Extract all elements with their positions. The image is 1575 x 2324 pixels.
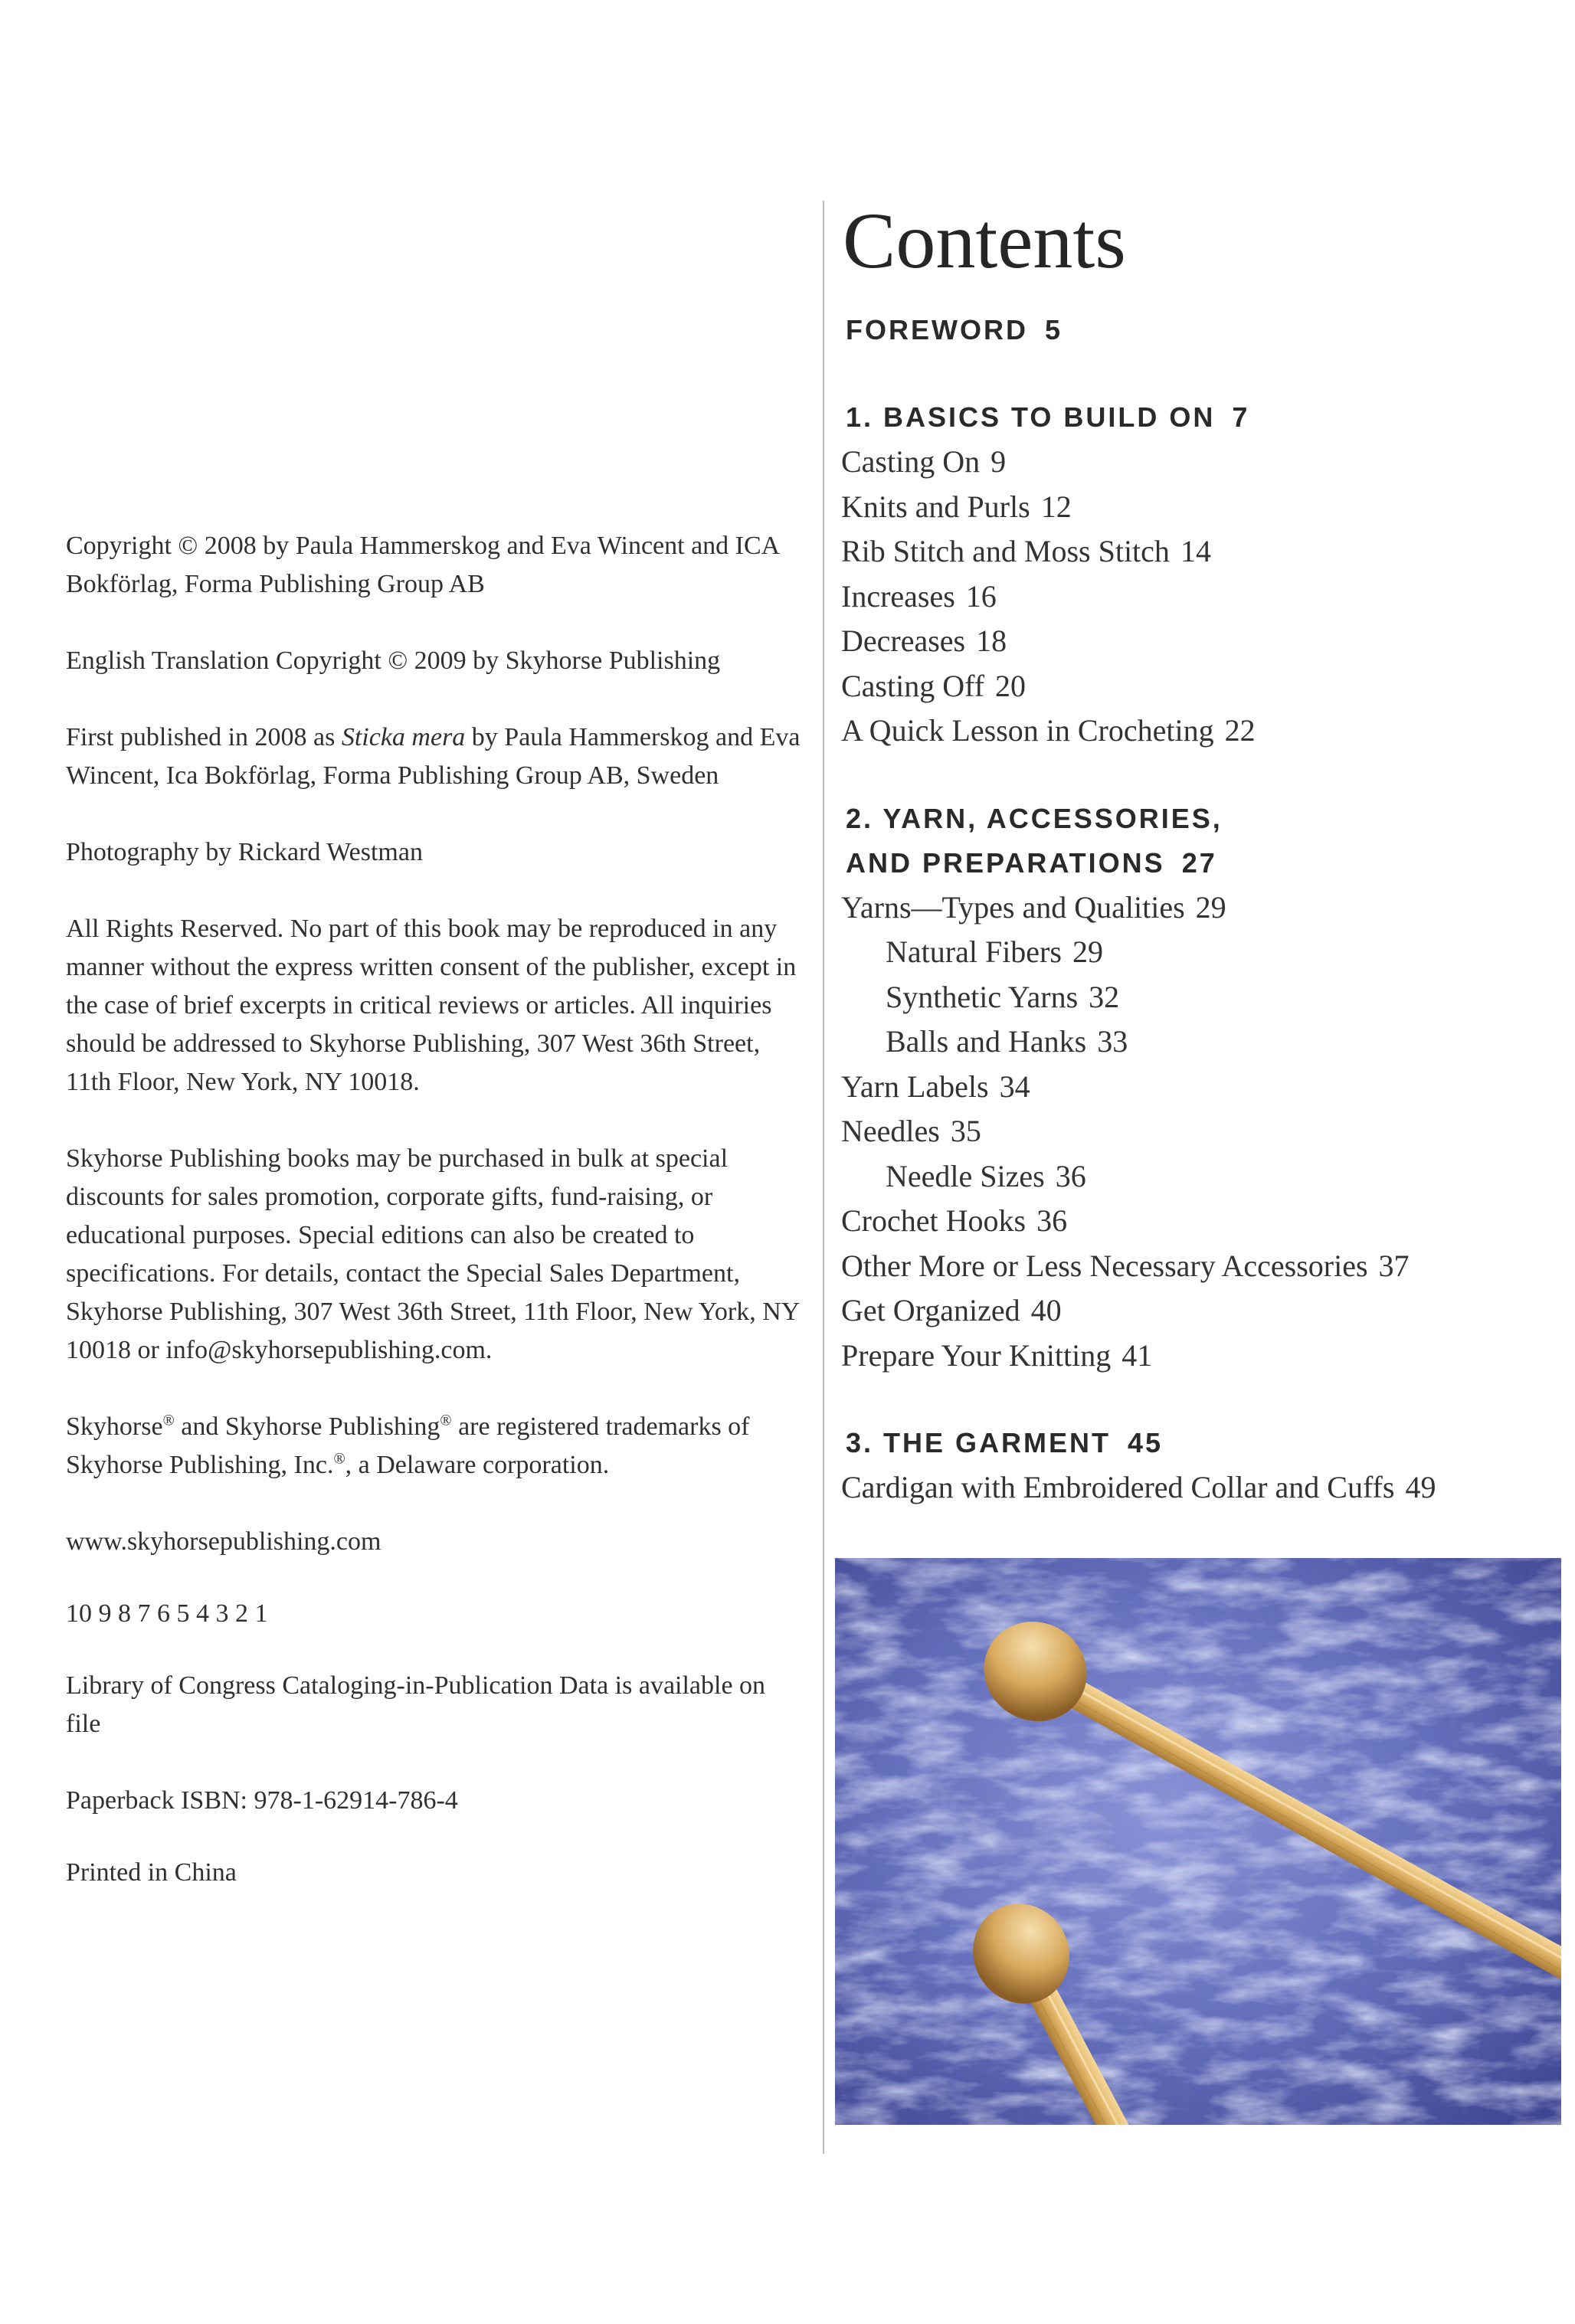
- first-published-a: First published in 2008 as: [66, 723, 342, 751]
- yarn-needles-illustration: [835, 1558, 1561, 2125]
- section-heading-text: 3. THE GARMENT: [846, 1427, 1112, 1458]
- toc-entry-page: 36: [1055, 1158, 1086, 1193]
- toc-entry-page: 35: [950, 1114, 981, 1148]
- toc-entry-page: 22: [1224, 713, 1256, 748]
- first-published-b: by Paula Hammerskog and Eva Wincent, Ica Bokförlag, Forma Publishing Group AB, Sweden: [66, 723, 801, 790]
- toc-entry-page: 16: [965, 578, 997, 614]
- toc-entry-page: 9: [991, 444, 1007, 479]
- section-page-number: 27: [1181, 846, 1217, 879]
- knitting-needles-photo: [835, 1558, 1561, 2125]
- toc-entry-page: 40: [1030, 1293, 1062, 1327]
- website: www.skyhorsepublishing.com: [66, 1527, 381, 1556]
- toc-entry-label: A Quick Lesson in Crocheting: [841, 713, 1214, 748]
- toc-entry-page: 34: [999, 1069, 1030, 1104]
- isbn: Paperback ISBN: 978-1-62914-786-4: [66, 1786, 458, 1815]
- toc-entry: [886, 1020, 1564, 1065]
- trademark-d: , a Delaware corporation.: [345, 1451, 610, 1479]
- toc-entry: [841, 1334, 1564, 1379]
- toc-entry: [841, 574, 1564, 620]
- toc-entry: [841, 1244, 1564, 1289]
- section-page-number: 45: [1128, 1427, 1164, 1458]
- toc-entry-label: Natural Fibers: [886, 935, 1062, 969]
- trademark-a: Skyhorse: [66, 1412, 163, 1441]
- toc-entry-label: Yarn Labels: [841, 1069, 989, 1104]
- toc-entry: [886, 930, 1564, 975]
- toc-entry-page: 41: [1121, 1337, 1153, 1373]
- toc-entry-label: Cardigan with Embroidered Collar and Cuffs: [841, 1470, 1395, 1504]
- reg-mark-1: ®: [162, 1412, 175, 1429]
- toc-entry: [841, 1199, 1564, 1244]
- toc-entry: [886, 975, 1564, 1020]
- toc-entry-label: Crochet Hooks: [841, 1203, 1027, 1238]
- original-title: Sticka mera: [341, 723, 466, 751]
- bulk-sales: Skyhorse Publishing books may be purchased in bulk at special discounts for sales promotion, corporate gifts, fund-raising, or educational purposes. Special editions can also be created to specifications. For details, contact the Special Sales Department, Skyhorse Publishing, 307 West 36th Street, 11th Floor, New York, NY 10018 or info@skyhorsepublishing.com.: [66, 1144, 800, 1364]
- translation-copyright: English Translation Copyright © 2009 by Skyhorse Publishing: [66, 646, 721, 675]
- toc-entry-label: Get Organized: [841, 1293, 1020, 1327]
- toc-entry-page: 18: [976, 624, 1007, 658]
- section-heading: [846, 395, 1564, 440]
- toc-entry: [886, 1154, 1564, 1200]
- table-of-contents: [837, 191, 1564, 1553]
- printed-in: Printed in China: [66, 1858, 237, 1887]
- photography-credit: Photography by Rickard Westman: [66, 838, 423, 866]
- trademark-b: and Skyhorse Publishing: [174, 1412, 440, 1441]
- reg-mark-2: ®: [440, 1412, 452, 1429]
- toc-section: [837, 1421, 1564, 1511]
- toc-entry-page: 37: [1378, 1248, 1410, 1283]
- toc-entry-label: Decreases: [841, 624, 966, 658]
- toc-entry: [841, 1288, 1564, 1334]
- toc-entry: [841, 529, 1564, 574]
- toc-entry-label: Other More or Less Necessary Accessories: [841, 1248, 1368, 1283]
- toc-entry-page: 32: [1089, 979, 1120, 1014]
- rights-reserved: All Rights Reserved. No part of this book may be reproduced in any manner without the express written consent of the publisher, except in the case of brief excerpts in critical reviews or articles. All inquiries should be addressed to Skyhorse Publishing, 307 West 36th Street, 11th Floor, New York, NY 10018.: [66, 915, 797, 1096]
- toc-entry: [841, 1109, 1564, 1154]
- toc-entry-page: 20: [995, 668, 1027, 703]
- toc-entry-label: Casting Off: [841, 668, 985, 703]
- reg-mark-3: ®: [333, 1450, 345, 1468]
- section-heading-text: 1. BASICS TO BUILD ON: [846, 401, 1216, 433]
- section-heading-text-line2: AND PREPARATIONS: [846, 846, 1165, 879]
- section-heading: [846, 1421, 1564, 1465]
- toc-entry-page: 36: [1036, 1203, 1068, 1238]
- section-page-number: 7: [1232, 401, 1250, 433]
- toc-entry-label: Needles: [841, 1114, 940, 1148]
- section-heading-text: FOREWORD: [846, 314, 1028, 345]
- cip-data: Library of Congress Cataloging-in-Publication Data is available on file: [66, 1671, 766, 1738]
- toc-entry-page: 49: [1405, 1470, 1436, 1504]
- toc-entry-label: Balls and Hanks: [886, 1024, 1087, 1059]
- toc-entry-page: 29: [1195, 889, 1226, 925]
- toc-entry-label: Casting On: [841, 444, 981, 479]
- section-heading-text: 2. YARN, ACCESSORIES,: [846, 802, 1223, 834]
- toc-section: [837, 797, 1564, 1379]
- first-published: [66, 718, 801, 795]
- toc-entry-label: Yarns—Types and Qualities: [841, 889, 1185, 925]
- toc-entry: [841, 709, 1564, 754]
- section-page-number: 5: [1044, 314, 1063, 345]
- yarn-shadow-texture: [835, 1558, 1561, 2125]
- contents-title: Contents: [843, 197, 1126, 285]
- toc-entry: [841, 1465, 1564, 1511]
- toc-entry: [841, 440, 1564, 485]
- section-heading: [846, 797, 1564, 885]
- copyright-page: [66, 527, 801, 1930]
- toc-entry-label: Increases: [841, 578, 955, 614]
- toc-entry: [841, 619, 1564, 664]
- toc-entry: [841, 885, 1564, 931]
- toc-entry-page: 33: [1097, 1024, 1128, 1059]
- toc-section: [837, 308, 1564, 352]
- toc-entry-label: Needle Sizes: [886, 1158, 1045, 1193]
- toc-entry: [841, 664, 1564, 709]
- column-divider: [823, 201, 824, 2154]
- toc-entry: [841, 1065, 1564, 1110]
- toc-entry-page: 14: [1180, 534, 1211, 568]
- copyright-notice: Copyright © 2008 by Paula Hammerskog and Eva Wincent and ICA Bokförlag, Forma Publishing Group AB: [66, 532, 779, 598]
- toc-entry-label: Synthetic Yarns: [886, 979, 1079, 1014]
- toc-entry-page: 29: [1072, 935, 1103, 969]
- toc-entry: [841, 485, 1564, 530]
- section-heading: [846, 308, 1564, 352]
- trademarks: [66, 1408, 801, 1484]
- printing-line: 10 9 8 7 6 5 4 3 2 1: [66, 1599, 268, 1628]
- toc-sections: [837, 308, 1564, 1511]
- toc-entry-label: Rib Stitch and Moss Stitch: [841, 534, 1170, 568]
- toc-entry-page: 12: [1040, 489, 1072, 524]
- trademark-c: are registered trademarks of Skyhorse Publishing, Inc.: [66, 1412, 750, 1479]
- toc-entry-label: Prepare Your Knitting: [841, 1337, 1112, 1373]
- toc-entry-label: Knits and Purls: [841, 489, 1030, 524]
- toc-section: [837, 395, 1564, 754]
